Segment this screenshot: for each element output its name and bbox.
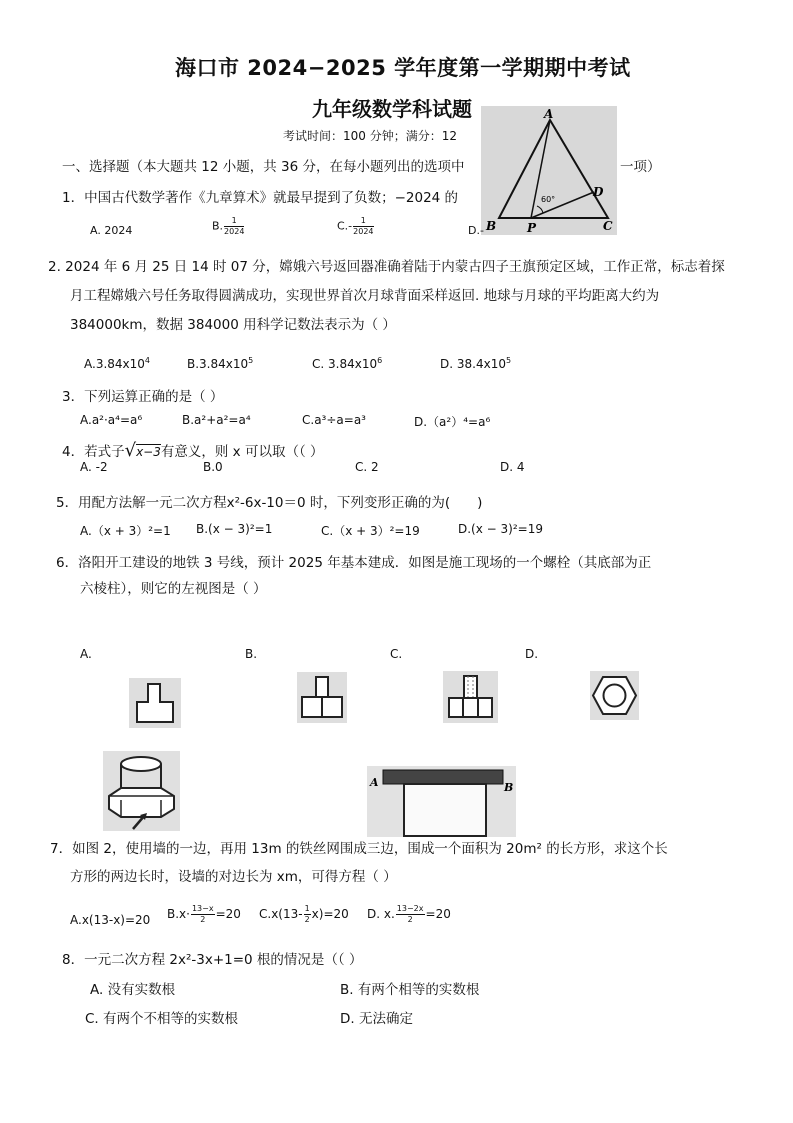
wall-label-b: B (504, 781, 514, 794)
q1-option-d: D.- (468, 224, 484, 237)
q5-option-d: D.(x − 3)²=19 (458, 522, 543, 536)
q2-option-c: C. $3.84x10^6$ (312, 356, 383, 371)
exam-title: 海口市 2024−2025 学年度第一学期期中考试 (175, 56, 631, 80)
q8-option-b: B. 有两个相等的实数根 (340, 982, 480, 998)
q7-option-b: B.x· $\frac{13-x}{2}$ =20 (167, 904, 241, 924)
q6-line1: 6．洛阳开工建设的地铁 3 号线，预计 2025 年基本建成．如图是施工现场的一个螺栓（其底部为正 (56, 555, 652, 571)
q3-option-b: B.a²+a²=a⁴ (182, 413, 251, 427)
q2-option-d: D. $38.4x10^5$ (440, 356, 512, 371)
q1-text: 1．中国古代数学著作《九章算术》就最早提到了负数；−2024 的 (62, 190, 459, 206)
bolt-figure (103, 751, 180, 831)
q4-option-d: D. 4 (500, 460, 525, 474)
q1-option-b: B. $\frac{1}{2024}$ (212, 216, 245, 236)
label-a: A (544, 107, 554, 121)
wall-label-a: A (370, 776, 379, 789)
q7-option-c: C.x(13- $\frac{1}{2}$ x)=20 (259, 904, 349, 924)
q6-option-c-label: C. (390, 647, 403, 661)
q4-option-c: C. 2 (355, 460, 379, 474)
q8-text: 8．一元二次方程 2x²-3x+1=0 根的情况是（（ ） (62, 952, 363, 968)
q6-option-b-label: B. (245, 647, 258, 661)
q2-line1: 2. 2024 年 6 月 25 日 14 时 07 分，嫦娥六号返回器准确着陆于内蒙古四子王旗预定区域，工作正常，标志着探 (48, 259, 725, 275)
angle-label: 60° (541, 195, 556, 204)
q2-line2: 月工程嫦娥六号任务取得圆满成功，实现世界首次月球背面采样返回. 地球与月球的平均距离大约为 (70, 288, 660, 304)
q1-option-a: A. 2024 (90, 224, 133, 237)
q6-figure-a (129, 678, 181, 728)
q1-option-c: C.- $\frac{1}{2024}$ (337, 216, 374, 236)
q4-option-b: B.0 (203, 460, 223, 474)
q5-option-c: C.（x + 3）²=19 (321, 524, 420, 538)
q3-option-d: D.（a²）⁴=a⁶ (414, 415, 491, 429)
label-b: B (486, 219, 497, 233)
q6-figure-b (297, 672, 347, 723)
q7-line1: 7．如图 2，使用墙的一边，再用 13m 的铁丝网围成三边，围成一个面积为 20m² 的长方形，求这个长 (50, 841, 668, 857)
q4-option-a: A. -2 (80, 460, 108, 474)
q3-option-a: A.a²·a⁴=a⁶ (80, 413, 143, 427)
q7-option-a: A.x(13-x)=20 (70, 913, 151, 927)
q6-option-a-label: A. (80, 647, 92, 661)
label-c: C (603, 219, 613, 233)
q6-figure-c (443, 671, 498, 723)
q2-line3: 384000km，数据 384000 用科学记数法表示为（ ） (70, 317, 396, 333)
q2-option-b: $B.3.84x10^5$ (187, 356, 254, 371)
q5-text: 5．用配方法解一元二次方程x²-6x-10＝0 时，下列变形正确的为( ) (56, 495, 483, 511)
q8-option-c: C. 有两个不相等的实数根 (85, 1011, 239, 1027)
exam-info: 考试时间：100 分钟；满分：12 (283, 129, 457, 143)
triangle-figure (481, 106, 617, 235)
label-p: P (527, 221, 537, 235)
q7-option-d: D. x. $\frac{13-2x}{2}$ =20 (367, 904, 451, 924)
wall-figure (367, 766, 516, 837)
q5-option-b: B.(x − 3)²=1 (196, 522, 273, 536)
q5-option-a: A.（x + 3）²=1 (80, 524, 171, 538)
q6-figure-d (590, 671, 639, 720)
label-d: D (593, 185, 604, 199)
q6-line2: 六棱柱），则它的左视图是（ ） (80, 581, 267, 597)
exam-subtitle: 九年级数学科试题 (312, 97, 472, 121)
q3-option-c: C.a³÷a=a³ (302, 413, 366, 427)
q7-line2: 方形的两边长时，设墙的对边长为 xm，可得方程（ ） (70, 869, 397, 885)
q6-option-d-label: D. (525, 647, 539, 661)
q2-option-a: $A.3.84x10^4$ (84, 356, 150, 371)
section-heading: 一、选择题（本大题共 12 小题，共 36 分，在每小题列出的选项中 (62, 159, 465, 175)
q4-text: 4．若式子√x−3有意义，则 x 可以取（（ ） (62, 440, 324, 461)
q8-option-a: A. 没有实数根 (90, 982, 176, 998)
section-heading-tail: 一项） (620, 159, 661, 175)
q3-text: 3．下列运算正确的是（ ） (62, 389, 224, 405)
q8-option-d: D. 无法确定 (340, 1011, 413, 1027)
